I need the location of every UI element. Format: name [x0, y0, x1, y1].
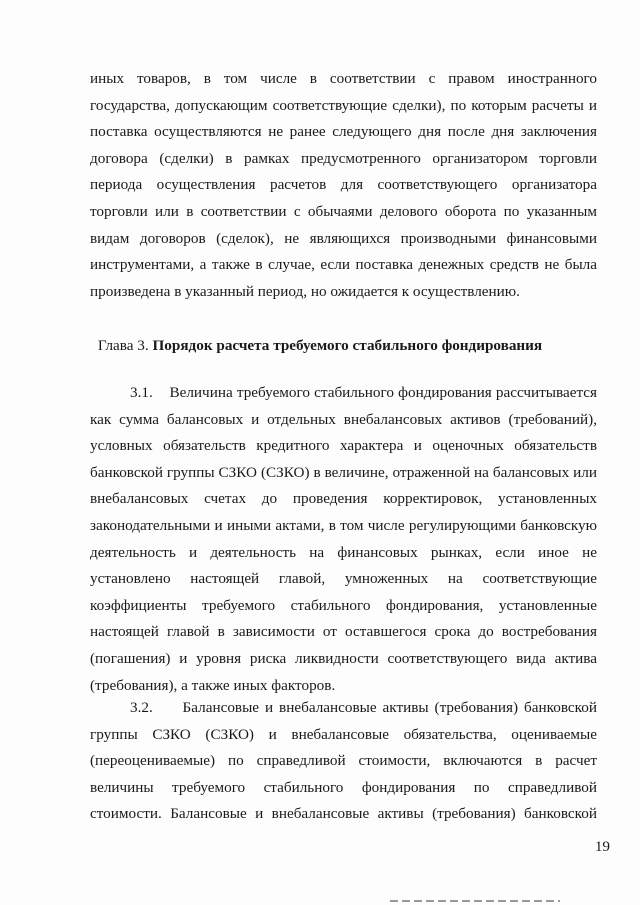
chapter-prefix: Глава 3. — [97, 337, 149, 354]
paragraph-number: 3.2. — [130, 699, 153, 716]
paragraph-text: Величина требуемого стабильного фондирования рассчитывается как сумма балансовых и отдельных внебалансовых активов (требований), условных обязательств кредитного характера и оценочных обязательств банковской группы СЗКО (СЗКО) в величине, отраженной на балансовых или внебалансовых счетах до проведения корректировок, установленных законодательными и иными актами, в том числе регулирующими банковскую деятельность и деятельность на финансовых рынках, если иное не установлено настоящей главой, умноженных на соответствующие коэффициенты требуемого стабильного фондирования, установленные настоящей главой в зависимости от оставшегося срока до востребования (погашения) и уровня риска ликвидности соответствующего вида актива (требования), а также иных факторов. — [90, 384, 597, 694]
paragraph-number: 3.1. — [130, 384, 153, 401]
paragraph-3-1 — [90, 380, 597, 699]
page-number: 19 — [594, 838, 610, 855]
paragraph-3-2 — [90, 695, 597, 828]
chapter-heading — [0, 333, 640, 359]
scan-edge-artifact — [390, 900, 560, 902]
intro-paragraph: иных товаров, в том числе в соответствии с правом иностранного государства, допускающим соответствующие сделки), по которым расчеты и поставка осуществляются не ранее следующего дня после дня заключения договора (сделки) в рамках предусмотренного организатором торговли периода осуществления расчетов для соответствующего организатора торговли или в соответствии с обычаями делового оборота по указанным видам договоров (сделок), не являющихся производными финансовыми инструментами, а также в случае, если поставка денежных средств не была произведена в указанный период, но ожидается к осуществлению. — [90, 70, 597, 300]
chapter-title: Порядок расчета требуемого стабильного фондирования — [152, 337, 543, 354]
paragraph-text: Балансовые и внебалансовые активы (требования) банковской группы СЗКО (СЗКО) и внебалансовые обязательства, оцениваемые (переоцениваемые) по справедливой стоимости, включаются в расчет величины требуемого стабильного фондирования по справедливой стоимости. Балансовые и внебалансовые активы (требования) банковской — [90, 699, 597, 823]
